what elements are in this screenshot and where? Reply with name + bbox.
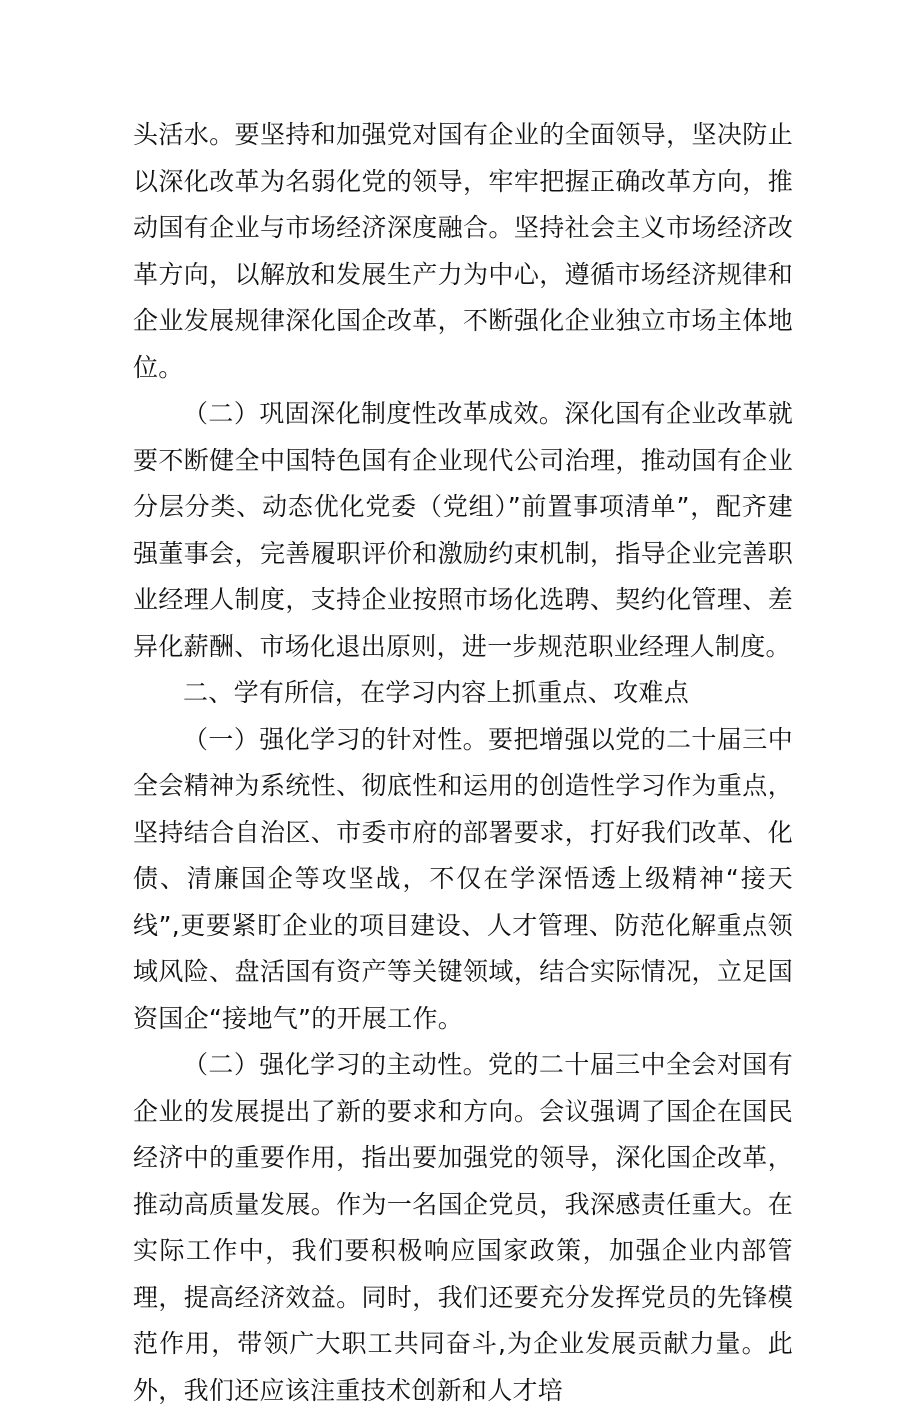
paragraph-learning-1: （一）强化学习的针对性。要把增强以党的二十届三中全会精神为系统性、彻底性和运用的创造性学习作为重点，坚持结合自治区、市委市府的部署要求，打好我们改革、化债、清廉国企等攻坚战，不仅在学深悟透上级精神“接天线”,更要紧盯企业的项目建设、人才管理、防范化解重点领域风险、盘活国有资产等关键领域，结合实际情况，立足国资国企“接地气”的开展工作。 [133, 724, 793, 1033]
paragraph-continuation: 头活水。要坚持和加强党对国有企业的全面领导，坚决防止以深化改革为名弱化党的领导，牢牢把握正确改革方向，推动国有企业与市场经济深度融合。坚持社会主义市场经济改革方向，以解放和发展生产力为中心，遵循市场经济规律和企业发展规律深化国企改革，不断强化企业独立市场主体地位。 [133, 120, 793, 382]
paragraph-section-2-2: （二）巩固深化制度性改革成效。深化国有企业改革就要不断健全中国特色国有企业现代公司治理，推动国有企业分层分类、动态优化党委（党组）”前置事项清单”，配齐建强董事会，完善履职评价和激励约束机制，指导企业完善职业经理人制度，支持企业按照市场化选聘、契约化管理、差异化薪酬、市场化退出原则，进一步规范职业经理人制度。 [133, 399, 793, 661]
document-body [133, 112, 793, 1414]
paragraph-learning-2: （二）强化学习的主动性。党的二十届三中全会对国有企业的发展提出了新的要求和方向。会议强调了国企在国民经济中的重要作用，指出要加强党的领导，深化国企改革，推动高质量发展。作为一名国企党员，我深感责任重大。在实际工作中，我们要积极响应国家政策，加强企业内部管理，提高经济效益。同时，我们还要充分发挥党员的先锋模范作用，带领广大职工共同奋斗,为企业发展贡献力量。此外，我们还应该注重技术创新和人才培 [133, 1050, 793, 1405]
section-heading-2: 二、学有所信，在学习内容上抓重点、攻难点 [183, 678, 690, 707]
